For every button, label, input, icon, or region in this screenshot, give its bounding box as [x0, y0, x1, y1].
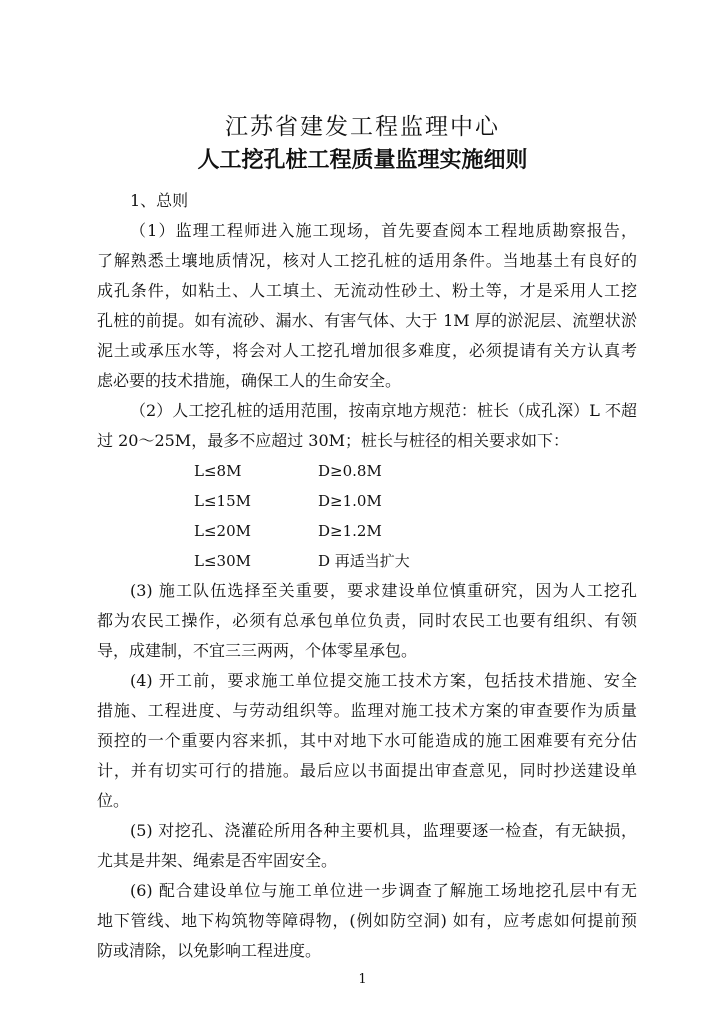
- paragraph-line: 导，成建制，不宜三三两两，个体零星承包。: [97, 641, 418, 660]
- paragraph-line: 尤其是井架、绳索是否牢固安全。: [97, 851, 338, 870]
- paragraph-line: 孔桩的前提。如有流砂、漏水、有害气体、大于 1M 厚的淤泥层、流塑状淤: [97, 311, 637, 330]
- pile-length-cell: L≤15M: [194, 492, 251, 510]
- paragraph-line: 了解熟悉土壤地质情况，核对人工挖孔桩的适用条件。当地基土有良好的: [97, 251, 637, 270]
- paragraph-line: (5) 对挖孔、浇灌砼所用各种主要机具，监理要逐一检查，有无缺损，: [130, 821, 637, 840]
- pile-diameter-cell: D 再适当扩大: [318, 552, 410, 570]
- paragraph-line: 泥土或承压水等，将会对人工挖孔增加很多难度，必须提请有关方认真考: [97, 341, 637, 360]
- paragraph-line: （2）人工挖孔桩的适用范围，按南京地方规范：桩长（成孔深）L 不超: [130, 401, 637, 420]
- paragraph-line: 成孔条件，如粘土、人工填土、无流动性砂土、粉土等，才是采用人工挖: [97, 281, 637, 300]
- section-heading: 1、总则: [130, 191, 189, 210]
- paragraph-line: 地下管线、地下构筑物等障碍物，(例如防空洞) 如有，应考虑如何提前预: [97, 911, 637, 930]
- paragraph-line: 措施、工程进度、与劳动组织等。监理对施工技术方案的审查要作为质量: [97, 701, 637, 720]
- paragraph-line: 位。: [97, 791, 130, 810]
- pile-length-cell: L≤30M: [194, 552, 251, 570]
- pile-length-cell: L≤8M: [194, 462, 242, 480]
- paragraph-line: 虑必要的技术措施，确保工人的生命安全。: [97, 371, 402, 390]
- paragraph-line: 防或清除，以免影响工程进度。: [97, 941, 322, 960]
- paragraph-line: 预控的一个重要内容来抓，其中对地下水可能造成的施工困难要有充分估: [97, 731, 637, 750]
- paragraph-line: (4) 开工前，要求施工单位提交施工技术方案，包括技术措施、安全: [130, 671, 637, 690]
- pile-diameter-cell: D≥1.2M: [318, 522, 382, 540]
- doc-title: 人工挖孔桩工程质量监理实施细则: [197, 148, 528, 173]
- paragraph-line: (6) 配合建设单位与施工单位进一步调查了解施工场地挖孔层中有无: [130, 881, 637, 900]
- org-title: 江苏省建发工程监理中心: [225, 114, 500, 140]
- pile-diameter-cell: D≥1.0M: [318, 492, 382, 510]
- page-number: 1: [358, 972, 367, 987]
- pile-length-cell: L≤20M: [194, 522, 251, 540]
- paragraph-line: 过 20～25M，最多不应超过 30M；桩长与桩径的相关要求如下：: [97, 431, 570, 450]
- paragraph-line: 都为农民工操作，必须有总承包单位负责，同时农民工也要有组织、有领: [97, 611, 637, 630]
- pile-diameter-cell: D≥0.8M: [318, 462, 382, 480]
- paragraph-line: （1）监理工程师进入施工现场，首先要查阅本工程地质勘察报告，: [130, 221, 637, 240]
- paragraph-line: (3) 施工队伍选择至关重要，要求建设单位慎重研究，因为人工挖孔: [130, 581, 637, 600]
- paragraph-line: 计，并有切实可行的措施。最后应以书面提出审查意见，同时抄送建设单: [97, 761, 637, 780]
